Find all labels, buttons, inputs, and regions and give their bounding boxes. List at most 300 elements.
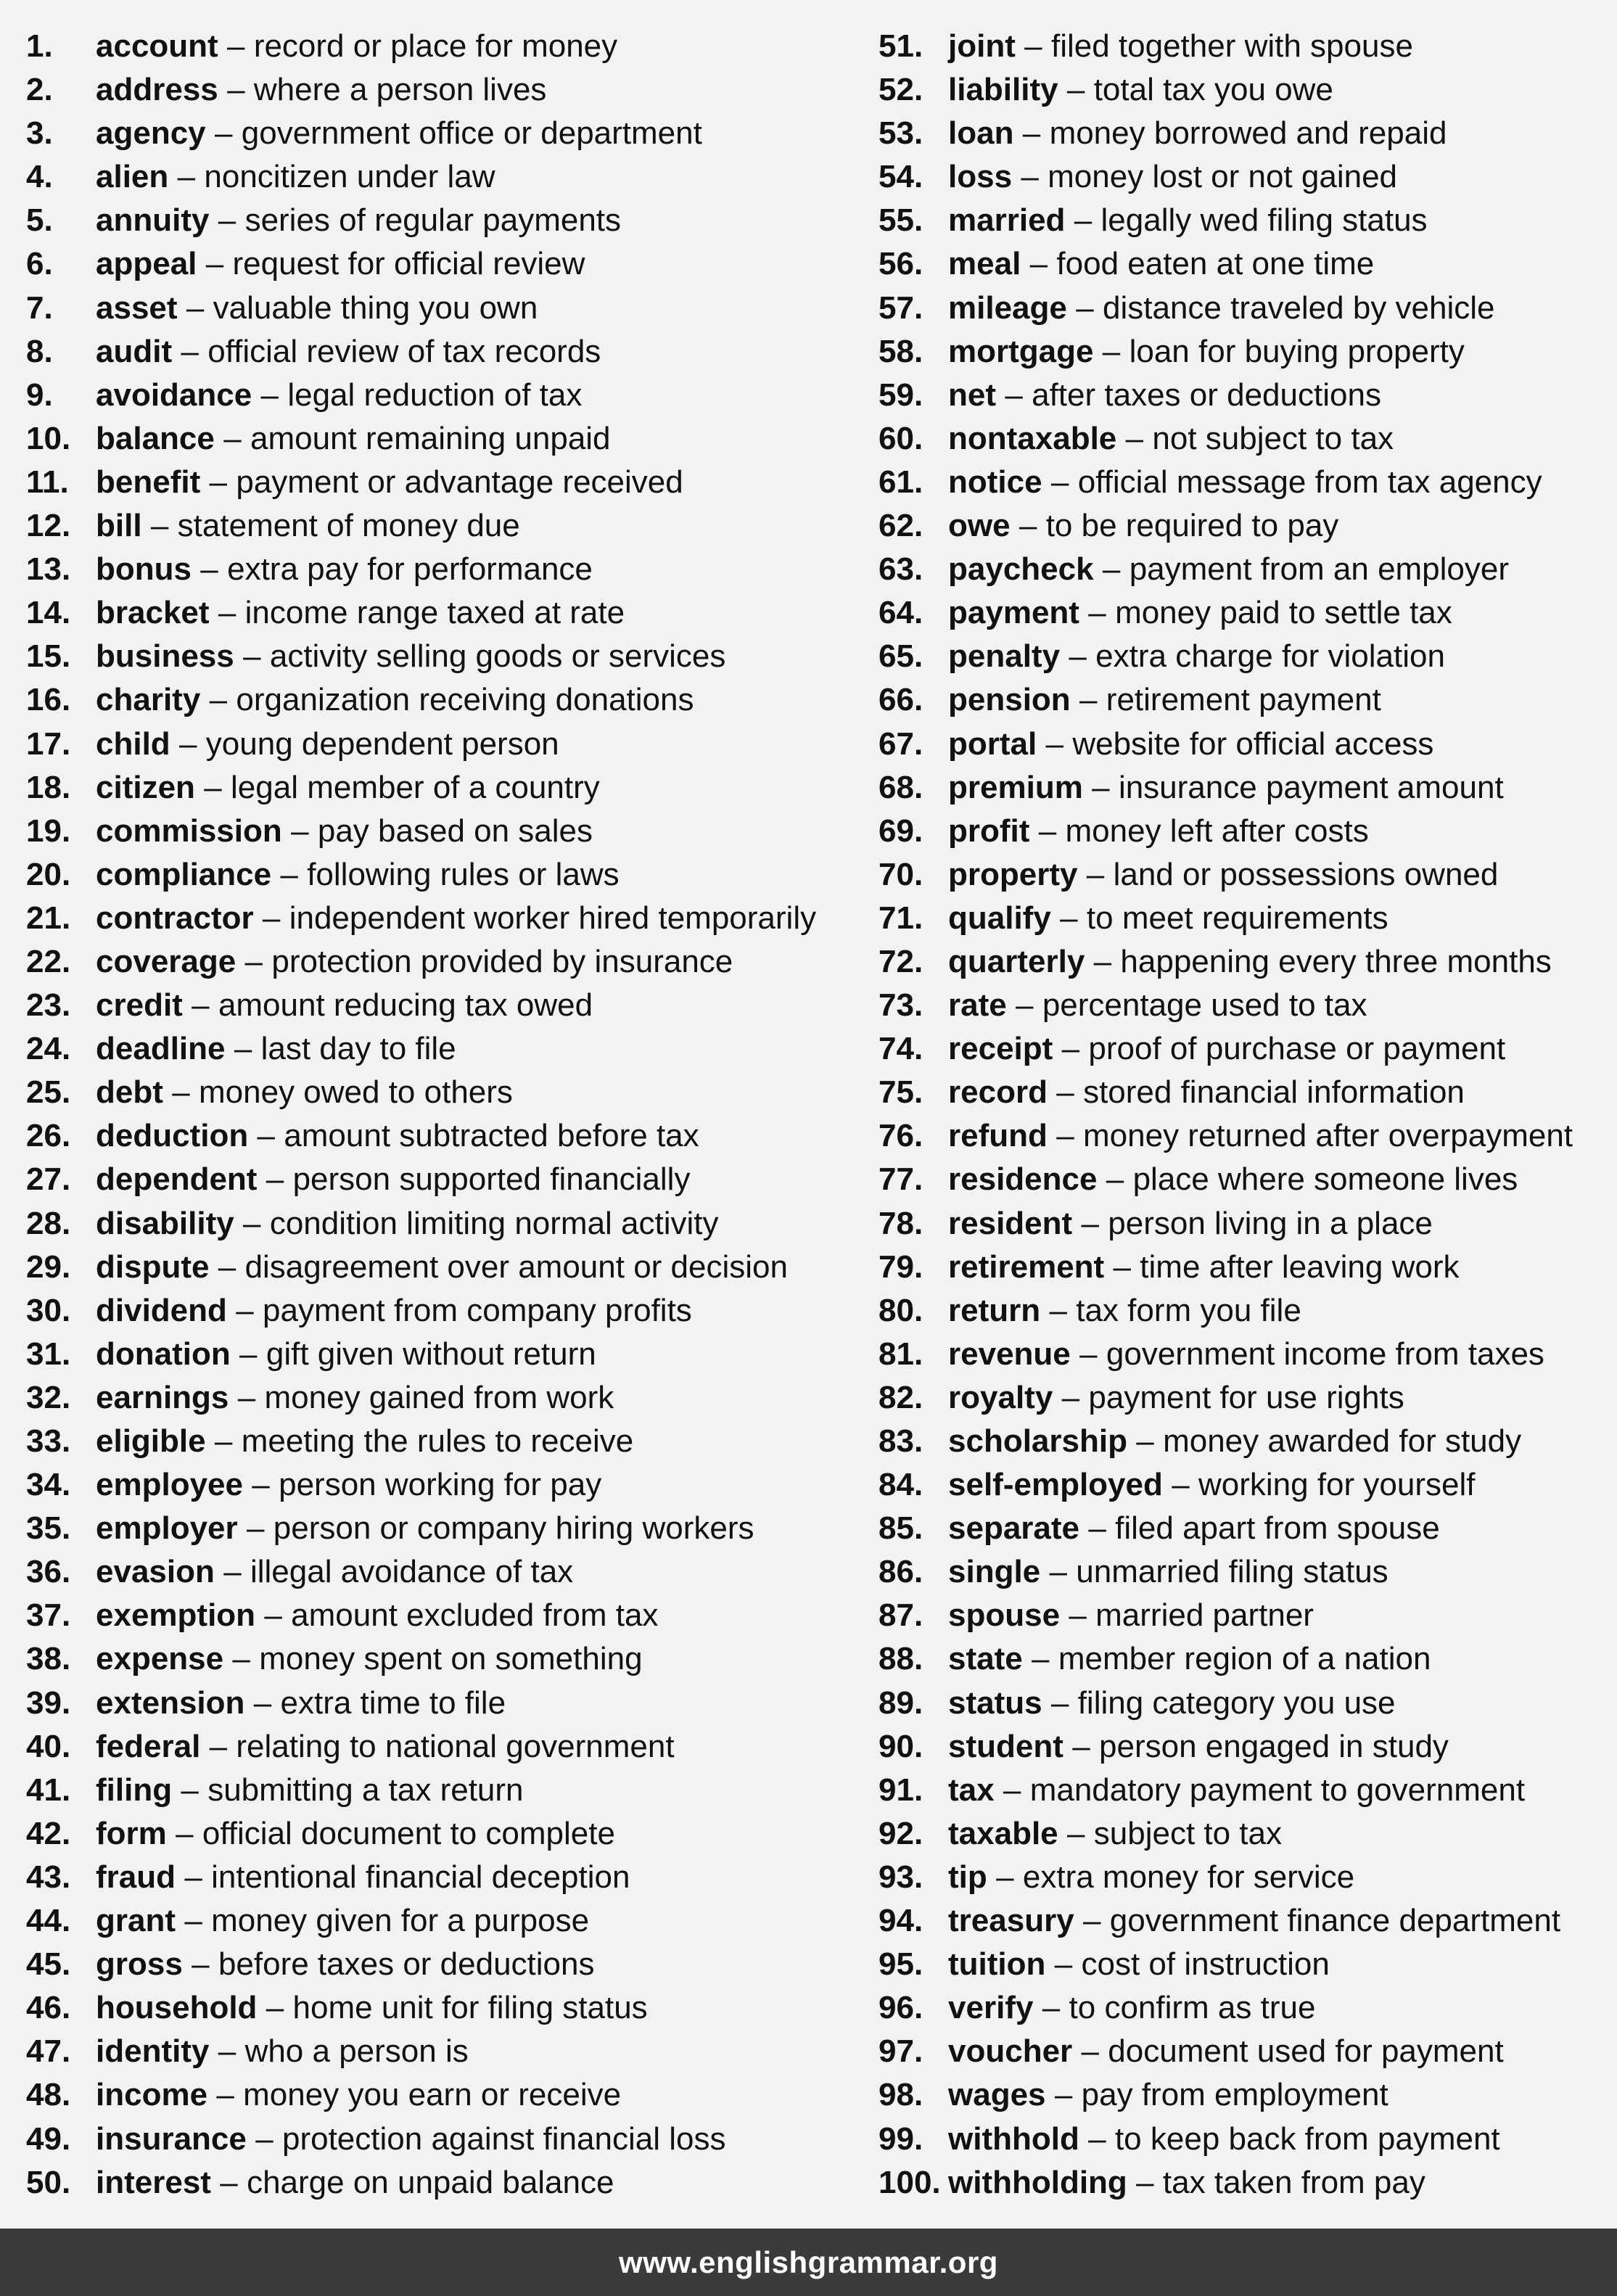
entry-definition: to meet requirements bbox=[1086, 900, 1388, 936]
entry-definition: amount subtracted before tax bbox=[284, 1118, 699, 1154]
vocabulary-entry bbox=[26, 591, 846, 635]
entry-separator: – bbox=[243, 638, 261, 675]
entry-term: residence bbox=[948, 1161, 1098, 1198]
entry-number: 74. bbox=[879, 1031, 923, 1067]
entry-separator: – bbox=[1045, 725, 1064, 762]
entry-definition: to be required to pay bbox=[1045, 508, 1339, 544]
entry-definition: website for official access bbox=[1072, 725, 1434, 762]
entry-separator: – bbox=[1066, 1815, 1085, 1851]
entry-separator: – bbox=[200, 551, 218, 588]
entry-separator: – bbox=[1081, 2033, 1099, 2070]
entry-number: 83. bbox=[879, 1423, 923, 1459]
entry-definition: happening every three months bbox=[1120, 943, 1552, 979]
entry-term: identity bbox=[96, 2033, 210, 2070]
entry-definition: person engaged in study bbox=[1099, 1728, 1449, 1764]
vocabulary-entry bbox=[26, 1158, 846, 1201]
entry-definition: before taxes or deductions bbox=[218, 1946, 595, 1983]
vocabulary-entry bbox=[879, 1027, 1611, 1071]
entry-definition: member region of a nation bbox=[1058, 1641, 1431, 1677]
entry-definition: money gained from work bbox=[264, 1379, 614, 1415]
vocabulary-entry bbox=[879, 810, 1611, 853]
vocabulary-entry bbox=[26, 1420, 846, 1463]
entry-separator: – bbox=[1016, 987, 1034, 1024]
entry-separator: – bbox=[216, 2077, 234, 2113]
entry-number: 1. bbox=[26, 28, 53, 64]
entry-term: asset bbox=[96, 289, 178, 326]
entry-term: student bbox=[948, 1728, 1063, 1764]
entry-term: loss bbox=[948, 159, 1013, 195]
footer-url[interactable]: www.englishgrammar.org bbox=[619, 2244, 998, 2279]
entry-definition: person living in a place bbox=[1108, 1205, 1433, 1241]
vocabulary-entry bbox=[879, 678, 1611, 722]
entry-definition: percentage used to tax bbox=[1042, 987, 1367, 1024]
vocabulary-entry bbox=[879, 1246, 1611, 1289]
entry-number: 13. bbox=[26, 551, 71, 588]
entry-number: 26. bbox=[26, 1118, 71, 1154]
entry-number: 20. bbox=[26, 856, 71, 892]
vocabulary-entry bbox=[26, 417, 846, 461]
vocabulary-entry bbox=[26, 723, 846, 766]
entry-term: dependent bbox=[96, 1161, 258, 1198]
entry-separator: – bbox=[1061, 1379, 1080, 1415]
entry-separator: – bbox=[1042, 1990, 1061, 2026]
vocabulary-entry bbox=[26, 940, 846, 984]
entry-separator: – bbox=[291, 812, 309, 849]
entry-number: 78. bbox=[879, 1205, 923, 1241]
entry-separator: – bbox=[243, 1205, 261, 1241]
entry-separator: – bbox=[237, 1379, 256, 1415]
vocabulary-entry bbox=[879, 1899, 1611, 1943]
entry-number: 99. bbox=[879, 2120, 923, 2157]
entry-definition: extra charge for violation bbox=[1095, 638, 1445, 675]
entry-separator: – bbox=[227, 72, 245, 108]
entry-definition: proof of purchase or payment bbox=[1088, 1031, 1506, 1067]
entry-number: 30. bbox=[26, 1292, 71, 1328]
entry-definition: distance traveled by vehicle bbox=[1102, 289, 1495, 326]
entry-definition: who a person is bbox=[244, 2033, 469, 2070]
entry-term: rate bbox=[948, 987, 1007, 1024]
vocabulary-entry bbox=[879, 2030, 1611, 2073]
entry-separator: – bbox=[1102, 333, 1121, 369]
vocabulary-entry bbox=[879, 940, 1611, 984]
vocabulary-entry bbox=[26, 1246, 846, 1289]
entry-separator: – bbox=[223, 1554, 242, 1590]
entry-number: 89. bbox=[879, 1684, 923, 1721]
entry-number: 53. bbox=[879, 115, 923, 152]
entry-definition: government income from taxes bbox=[1106, 1336, 1544, 1372]
vocabulary-entry bbox=[879, 374, 1611, 417]
entry-number: 58. bbox=[879, 333, 923, 369]
entry-separator: – bbox=[1074, 202, 1093, 239]
entry-term: employee bbox=[96, 1467, 243, 1503]
entry-term: return bbox=[948, 1292, 1041, 1328]
entry-term: appeal bbox=[96, 246, 197, 282]
entry-definition: valuable thing you own bbox=[213, 289, 538, 326]
entry-term: business bbox=[96, 638, 234, 675]
vocabulary-entry bbox=[26, 766, 846, 810]
entry-term: compliance bbox=[96, 856, 272, 892]
entry-definition: to keep back from payment bbox=[1114, 2120, 1500, 2157]
vocabulary-entry bbox=[879, 1682, 1611, 1725]
entry-term: alien bbox=[96, 159, 169, 195]
entry-term: interest bbox=[96, 2164, 211, 2200]
entry-definition: home unit for filing status bbox=[292, 1990, 648, 2026]
entry-term: property bbox=[948, 856, 1078, 892]
entry-number: 97. bbox=[879, 2033, 923, 2070]
footer-bar bbox=[0, 2229, 1617, 2296]
entry-term: notice bbox=[948, 464, 1042, 500]
entry-number: 36. bbox=[26, 1554, 71, 1590]
entry-definition: young dependent person bbox=[205, 725, 559, 762]
entry-definition: record or place for money bbox=[253, 28, 618, 64]
vocabulary-entry bbox=[26, 1071, 846, 1114]
entry-separator: – bbox=[227, 28, 245, 64]
entry-number: 4. bbox=[26, 159, 53, 195]
entry-number: 54. bbox=[879, 159, 923, 195]
entry-term: employer bbox=[96, 1510, 238, 1547]
entry-term: receipt bbox=[948, 1031, 1053, 1067]
entry-definition: legally wed filing status bbox=[1100, 202, 1428, 239]
entry-separator: – bbox=[214, 115, 233, 152]
vocabulary-entry bbox=[26, 2118, 846, 2161]
entry-number: 76. bbox=[879, 1118, 923, 1154]
entry-term: bracket bbox=[96, 595, 210, 631]
entry-number: 68. bbox=[879, 769, 923, 805]
entry-separator: – bbox=[177, 159, 196, 195]
entry-number: 66. bbox=[879, 682, 923, 718]
entry-term: earnings bbox=[96, 1379, 229, 1415]
entry-number: 51. bbox=[879, 28, 923, 64]
vocabulary-entry bbox=[26, 1463, 846, 1507]
entry-separator: – bbox=[1076, 289, 1094, 326]
entry-term: paycheck bbox=[948, 551, 1094, 588]
entry-separator: – bbox=[264, 1597, 282, 1634]
vocabulary-entry bbox=[26, 199, 846, 242]
entry-definition: person or company hiring workers bbox=[273, 1510, 754, 1547]
vocabulary-entry bbox=[879, 155, 1611, 199]
entry-term: royalty bbox=[948, 1379, 1053, 1415]
entry-term: qualify bbox=[948, 900, 1051, 936]
entry-number: 91. bbox=[879, 1772, 923, 1808]
entry-number: 90. bbox=[879, 1728, 923, 1764]
entry-separator: – bbox=[1003, 1772, 1021, 1808]
vocabulary-entry bbox=[879, 1376, 1611, 1420]
entry-separator: – bbox=[253, 1684, 272, 1721]
entry-separator: – bbox=[260, 377, 279, 413]
entry-number: 50. bbox=[26, 2164, 71, 2200]
vocabulary-entry bbox=[879, 1202, 1611, 1246]
entry-term: coverage bbox=[96, 943, 236, 979]
vocabulary-entry bbox=[879, 1637, 1611, 1681]
vocabulary-entry bbox=[26, 1289, 846, 1333]
entry-term: dividend bbox=[96, 1292, 227, 1328]
entry-term: extension bbox=[96, 1684, 245, 1721]
entry-separator: – bbox=[1050, 464, 1069, 500]
entry-term: charity bbox=[96, 682, 201, 718]
entry-separator: – bbox=[262, 900, 281, 936]
vocabulary-entry bbox=[26, 155, 846, 199]
entry-term: joint bbox=[948, 28, 1016, 64]
entry-term: household bbox=[96, 1990, 258, 2026]
entry-definition: money paid to settle tax bbox=[1115, 595, 1452, 631]
entry-term: deadline bbox=[96, 1031, 226, 1067]
entry-number: 59. bbox=[879, 377, 923, 413]
entry-definition: money you earn or receive bbox=[243, 2077, 622, 2113]
entry-term: tuition bbox=[948, 1946, 1046, 1983]
entry-separator: – bbox=[1088, 1510, 1106, 1547]
entry-separator: – bbox=[246, 1510, 265, 1547]
entry-term: audit bbox=[96, 333, 173, 369]
entry-number: 57. bbox=[879, 289, 923, 326]
entry-separator: – bbox=[186, 289, 205, 326]
entry-term: income bbox=[96, 2077, 208, 2113]
entry-definition: official document to complete bbox=[202, 1815, 615, 1851]
entry-separator: – bbox=[218, 1248, 236, 1285]
entry-separator: – bbox=[181, 333, 199, 369]
vocabulary-entry bbox=[26, 1027, 846, 1071]
vocabulary-entry bbox=[879, 287, 1611, 330]
entry-number: 44. bbox=[26, 1903, 71, 1939]
vocabulary-entry bbox=[26, 68, 846, 112]
entry-term: premium bbox=[948, 769, 1083, 805]
entry-number: 9. bbox=[26, 377, 53, 413]
entry-number: 96. bbox=[879, 1990, 923, 2026]
entry-number: 47. bbox=[26, 2033, 71, 2070]
entry-number: 19. bbox=[26, 812, 71, 849]
entry-definition: person working for pay bbox=[279, 1467, 602, 1503]
entry-definition: person supported financially bbox=[292, 1161, 691, 1198]
entry-separator: – bbox=[1088, 2120, 1106, 2157]
entry-separator: – bbox=[1081, 1205, 1099, 1241]
entry-term: pension bbox=[948, 682, 1071, 718]
entry-term: penalty bbox=[948, 638, 1061, 675]
entry-definition: official review of tax records bbox=[207, 333, 601, 369]
entry-separator: – bbox=[181, 1772, 199, 1808]
vocabulary-entry bbox=[26, 1725, 846, 1769]
entry-separator: – bbox=[220, 2164, 238, 2200]
entry-term: wages bbox=[948, 2077, 1046, 2113]
entry-definition: amount excluded from tax bbox=[291, 1597, 659, 1634]
entry-separator: – bbox=[192, 1946, 210, 1983]
entry-number: 81. bbox=[879, 1336, 923, 1372]
entry-definition: noncitizen under law bbox=[204, 159, 495, 195]
entry-definition: payment from an employer bbox=[1129, 551, 1510, 588]
entry-definition: tax taken from pay bbox=[1162, 2164, 1425, 2200]
entry-definition: income range taxed at rate bbox=[244, 595, 625, 631]
entry-definition: document used for payment bbox=[1108, 2033, 1504, 2070]
entry-term: liability bbox=[948, 72, 1058, 108]
entry-separator: – bbox=[1056, 1118, 1074, 1154]
vocabulary-entry bbox=[26, 25, 846, 68]
entry-number: 73. bbox=[879, 987, 923, 1024]
entry-number: 72. bbox=[879, 943, 923, 979]
vocabulary-entry bbox=[26, 853, 846, 897]
entry-separator: – bbox=[1060, 900, 1078, 936]
entry-term: eligible bbox=[96, 1423, 206, 1459]
entry-term: record bbox=[948, 1074, 1048, 1111]
entry-number: 45. bbox=[26, 1946, 71, 1983]
vocabulary-entry bbox=[26, 1114, 846, 1158]
entry-term: status bbox=[948, 1684, 1042, 1721]
vocabulary-entry bbox=[879, 853, 1611, 897]
vocabulary-entry bbox=[879, 1769, 1611, 1812]
entry-term: net bbox=[948, 377, 996, 413]
entry-number: 27. bbox=[26, 1161, 71, 1198]
entry-term: dispute bbox=[96, 1248, 210, 1285]
entry-separator: – bbox=[1054, 1946, 1073, 1983]
entry-definition: cost of instruction bbox=[1081, 1946, 1330, 1983]
entry-separator: – bbox=[266, 1990, 284, 2026]
entry-definition: money returned after overpayment bbox=[1083, 1118, 1573, 1154]
vocabulary-entry bbox=[879, 68, 1611, 112]
entry-separator: – bbox=[1029, 246, 1048, 282]
entry-separator: – bbox=[1049, 1554, 1067, 1590]
entry-number: 62. bbox=[879, 508, 923, 544]
vocabulary-entry bbox=[879, 504, 1611, 548]
entry-term: avoidance bbox=[96, 377, 252, 413]
entry-definition: filed apart from spouse bbox=[1115, 1510, 1440, 1547]
entry-term: nontaxable bbox=[948, 420, 1117, 456]
entry-separator: – bbox=[150, 508, 169, 544]
entry-separator: – bbox=[1082, 1903, 1101, 1939]
entry-number: 75. bbox=[879, 1074, 923, 1111]
entry-term: bonus bbox=[96, 551, 192, 588]
entry-definition: money left after costs bbox=[1065, 812, 1369, 849]
entry-term: taxable bbox=[948, 1815, 1058, 1851]
vocabulary-entry bbox=[879, 1856, 1611, 1899]
entry-definition: place where someone lives bbox=[1132, 1161, 1518, 1198]
entry-number: 71. bbox=[879, 900, 923, 936]
entry-number: 86. bbox=[879, 1554, 923, 1590]
entry-number: 69. bbox=[879, 812, 923, 849]
entry-term: retirement bbox=[948, 1248, 1105, 1285]
vocabulary-entry bbox=[26, 287, 846, 330]
vocabulary-entry bbox=[26, 1812, 846, 1856]
entry-number: 49. bbox=[26, 2120, 71, 2157]
vocabulary-entry bbox=[879, 1114, 1611, 1158]
entry-definition: series of regular payments bbox=[244, 202, 622, 239]
vocabulary-entry bbox=[879, 1158, 1611, 1201]
vocabulary-entry bbox=[26, 112, 846, 155]
entry-separator: – bbox=[1056, 1074, 1074, 1111]
entry-term: grant bbox=[96, 1903, 176, 1939]
entry-number: 3. bbox=[26, 115, 53, 152]
entry-term: agency bbox=[96, 115, 206, 152]
entry-number: 64. bbox=[879, 595, 923, 631]
entry-separator: – bbox=[1092, 769, 1110, 805]
entry-definition: after taxes or deductions bbox=[1032, 377, 1381, 413]
vocabulary-entry bbox=[879, 1071, 1611, 1114]
entry-definition: time after leaving work bbox=[1140, 1248, 1460, 1285]
entry-definition: total tax you owe bbox=[1093, 72, 1333, 108]
entry-number: 8. bbox=[26, 333, 53, 369]
entry-number: 22. bbox=[26, 943, 71, 979]
entry-number: 67. bbox=[879, 725, 923, 762]
entry-number: 84. bbox=[879, 1467, 923, 1503]
entry-separator: – bbox=[204, 769, 222, 805]
entry-definition: money spent on something bbox=[259, 1641, 643, 1677]
entry-term: tip bbox=[948, 1859, 987, 1895]
vocabulary-entry bbox=[879, 1594, 1611, 1637]
entry-separator: – bbox=[1066, 72, 1085, 108]
entry-separator: – bbox=[1049, 1292, 1067, 1328]
entry-separator: – bbox=[1032, 1641, 1050, 1677]
entry-term: meal bbox=[948, 246, 1021, 282]
vocabulary-entry bbox=[26, 1333, 846, 1376]
entry-separator: – bbox=[244, 943, 263, 979]
vocabulary-entry bbox=[26, 1682, 846, 1725]
entry-definition: extra pay for performance bbox=[227, 551, 593, 588]
entry-definition: charge on unpaid balance bbox=[247, 2164, 614, 2200]
entry-term: payment bbox=[948, 595, 1079, 631]
entry-separator: – bbox=[280, 856, 298, 892]
entry-separator: – bbox=[218, 2033, 236, 2070]
entry-definition: submitting a tax return bbox=[207, 1772, 524, 1808]
entry-term: fraud bbox=[96, 1859, 176, 1895]
entry-number: 80. bbox=[879, 1292, 923, 1328]
entry-number: 23. bbox=[26, 987, 71, 1024]
entry-definition: insurance payment amount bbox=[1118, 769, 1504, 805]
entry-separator: – bbox=[1079, 682, 1098, 718]
entry-definition: not subject to tax bbox=[1152, 420, 1394, 456]
entry-number: 63. bbox=[879, 551, 923, 588]
entry-definition: activity selling goods or services bbox=[269, 638, 726, 675]
entry-definition: where a person lives bbox=[253, 72, 547, 108]
entry-number: 6. bbox=[26, 246, 53, 282]
entry-separator: – bbox=[996, 1859, 1014, 1895]
vocabulary-entry bbox=[879, 1943, 1611, 1986]
vocabulary-entry bbox=[879, 1812, 1611, 1856]
entry-number: 34. bbox=[26, 1467, 71, 1503]
entry-separator: – bbox=[1072, 1728, 1090, 1764]
entry-term: voucher bbox=[948, 2033, 1073, 2070]
entry-number: 41. bbox=[26, 1772, 71, 1808]
vocabulary-entry bbox=[879, 112, 1611, 155]
entry-separator: – bbox=[1021, 159, 1039, 195]
vocabulary-entry bbox=[26, 1594, 846, 1637]
entry-definition: payment from company profits bbox=[263, 1292, 692, 1328]
entry-definition: mandatory payment to government bbox=[1029, 1772, 1526, 1808]
entry-number: 100. bbox=[879, 2164, 941, 2200]
entry-definition: independent worker hired temporarily bbox=[289, 900, 817, 936]
entry-number: 5. bbox=[26, 202, 53, 239]
entry-separator: – bbox=[1005, 377, 1023, 413]
vocabulary-entry bbox=[26, 2161, 846, 2205]
vocabulary-entry bbox=[26, 374, 846, 417]
entry-separator: – bbox=[1061, 1031, 1080, 1067]
entry-number: 40. bbox=[26, 1728, 71, 1764]
entry-separator: – bbox=[232, 1641, 250, 1677]
entry-term: account bbox=[96, 28, 218, 64]
entry-term: state bbox=[948, 1641, 1023, 1677]
entry-number: 15. bbox=[26, 638, 71, 675]
entry-definition: illegal avoidance of tax bbox=[250, 1554, 574, 1590]
vocabulary-entry bbox=[26, 1769, 846, 1812]
entry-term: citizen bbox=[96, 769, 195, 805]
entry-number: 85. bbox=[879, 1510, 923, 1547]
vocabulary-entry bbox=[26, 1202, 846, 1246]
entry-number: 35. bbox=[26, 1510, 71, 1547]
entry-definition: loan for buying property bbox=[1129, 333, 1465, 369]
entry-term: portal bbox=[948, 725, 1037, 762]
entry-number: 24. bbox=[26, 1031, 71, 1067]
entry-term: donation bbox=[96, 1336, 231, 1372]
entry-definition: unmarried filing status bbox=[1076, 1554, 1388, 1590]
entry-term: address bbox=[96, 72, 218, 108]
entry-term: commission bbox=[96, 812, 282, 849]
vocabulary-entry bbox=[26, 1856, 846, 1899]
vocabulary-entry bbox=[879, 548, 1611, 591]
